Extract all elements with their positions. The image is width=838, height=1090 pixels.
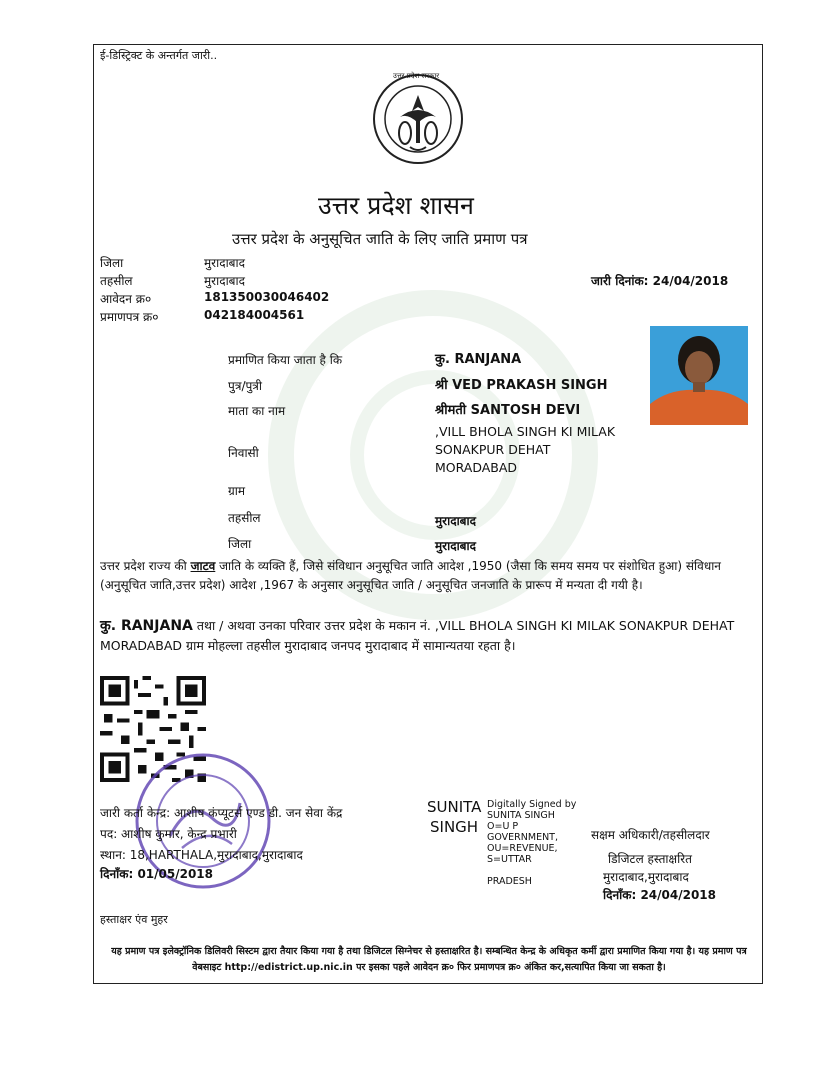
tehsil-value: मुरादाबाद xyxy=(204,274,246,288)
authority-digital: डिजिटल हस्ताक्षरित xyxy=(608,852,692,866)
certified-label: प्रमाणित किया जाता है कि xyxy=(228,353,343,367)
authority-date: दिनाँक: 24/04/2018 xyxy=(603,888,717,902)
certificate-number: 042184004561 xyxy=(204,308,305,322)
applicant-name: कु. RANJANA xyxy=(435,352,522,367)
village-label: ग्राम xyxy=(228,484,246,498)
mother-name: श्रीमती SANTOSH DEVI xyxy=(435,403,581,418)
residence-name: कु. RANJANA xyxy=(100,618,193,634)
district-value: मुरादाबाद xyxy=(204,256,246,270)
application-number: 181350030046402 xyxy=(204,290,330,304)
page-title: उत्तर प्रदेश शासन xyxy=(318,191,474,220)
address-line-1: ,VILL BHOLA SINGH KI MILAK xyxy=(435,424,616,439)
issuer-date: दिनाँक: 01/05/2018 xyxy=(100,867,214,881)
child-label: पुत्र/पुत्री xyxy=(228,379,263,393)
header-note: ई-डिस्ट्रिक्ट के अन्तर्गत जारी.. xyxy=(100,49,218,62)
resident-label: निवासी xyxy=(228,446,259,460)
details-tehsil-label: तहसील xyxy=(228,511,261,525)
details-district-value: मुरादाबाद xyxy=(435,539,477,553)
footer-note: यह प्रमाण पत्र इलेक्ट्रॉनिक डिलिवरी सिस्टम द्वारा तैयार किया गया है तथा डिजिटल सिग्नेचर से हस्ताक्षरित है। सम्बन्धित केन्द्र के अधिकृत कर्मी द्वारा प्रमाणित किया गया है। यह प्रमाण पत्र वेबसाइट http://edistrict.up.nic.in पर इसका पहले आवेदन क्र० फिर प्रमाणपत्र क्र० अंकित कर,सत्यापित किया जा सकता है। xyxy=(111,946,747,973)
caste-name: जाटव xyxy=(190,559,216,573)
issue-date: जारी दिनांक: 24/04/2018 xyxy=(591,274,729,288)
address-line-3: MORADABAD xyxy=(435,460,518,475)
issuer-center: जारी कर्ता केन्द्र: आशीष कंप्यूटर्स एण्ड डी. जन सेवा केंद्र xyxy=(100,806,343,820)
details-district-label: जिला xyxy=(228,537,252,551)
certificate-label: प्रमाणपत्र क्र० xyxy=(100,310,159,324)
authority-place: मुरादाबाद,मुरादाबाद xyxy=(603,870,689,884)
mother-label: माता का नाम xyxy=(228,404,286,418)
issuer-place: स्थान: 18,HARTHALA,मुरादाबाद,मुरादाबाद xyxy=(100,848,303,862)
tehsil-label: तहसील xyxy=(100,274,133,288)
address-line-2: SONAKPUR DEHAT xyxy=(435,442,551,457)
authority-title: सक्षम अधिकारी/तहसीलदार xyxy=(591,828,710,842)
page-subtitle: उत्तर प्रदेश के अनुसूचित जाति के लिए जाति प्रमाण पत्र xyxy=(232,230,528,248)
district-label: जिला xyxy=(100,256,124,270)
caste-paragraph: उत्तर प्रदेश राज्य की जाटव जाति के व्यक्ति हैं, जिसे संविधान अनुसूचित जाति आदेश ,1950 (जैसा कि समय समय पर संशोधित हुआ) संविधान (अनुसूचित जाति,उत्तर प्रदेश) आदेश ,1967 के अनुसार अनुसूचित जाति / अनुसूचित जनजाति के प्रारूप में मन्यता दी गयी है। xyxy=(100,559,721,592)
issuer-post: पद: आशीष कुमार, केन्द्र प्रभारी xyxy=(100,827,237,841)
application-label: आवेदन क्र० xyxy=(100,292,152,306)
emblem-text: उत्तर प्रदेश सरकार xyxy=(393,72,440,80)
applicant-photo xyxy=(650,326,748,425)
father-name: श्री VED PRAKASH SINGH xyxy=(435,378,608,393)
up-government-emblem xyxy=(372,73,464,165)
details-tehsil-value: मुरादाबाद xyxy=(435,514,477,528)
signer-name: SUNITA SINGH xyxy=(427,798,482,836)
residence-paragraph: कु. RANJANA तथा / अथवा उनका परिवार उत्तर प्रदेश के मकान नं. ,VILL BHOLA SINGH KI MILAK SONAKPUR DEHAT MORADABAD ग्राम मोहल्ला तहसील मुरादाबाद जनपद मुरादाबाद में सामान्यतया रहता है। xyxy=(100,618,735,653)
digital-signature-details: Digitally Signed by SUNITA SINGH O=U P GOVERNMENT, OU=REVENUE, S=UTTAR PRADESH xyxy=(487,799,577,887)
sign-and-seal: हस्ताक्षर एंव मुहर xyxy=(100,913,168,926)
